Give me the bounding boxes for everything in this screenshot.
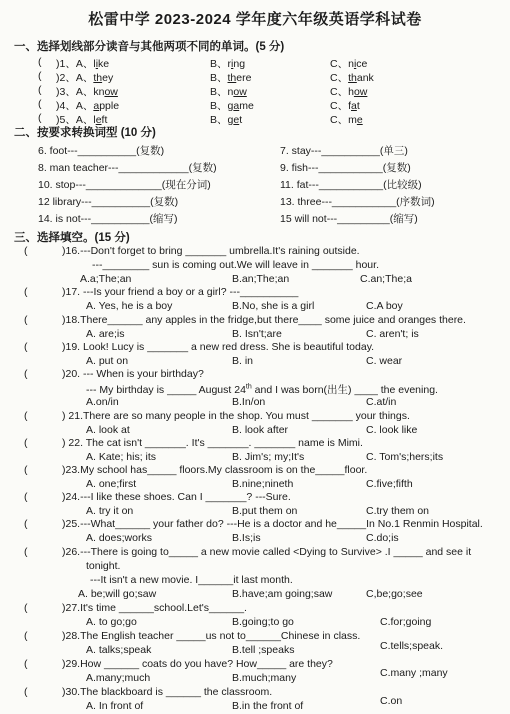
underlined-part: ow	[233, 86, 247, 98]
phonics-option-a	[56, 84, 118, 99]
word-part: pple	[99, 100, 120, 112]
exam-title: 松雷中学 2023-2024 学年度六年级英语学科试卷	[88, 11, 422, 28]
q20-option-a: A.on/in	[86, 396, 119, 408]
q25-text: )25.---What______ your father do? ---He is a doctor and he_____In No.1 Renmin Hospital.	[62, 518, 483, 530]
option-label: C、	[330, 114, 349, 126]
phonics-option-b	[210, 98, 254, 113]
answer-paren: (	[38, 98, 42, 110]
word-form-q13: 13. three---___________(序数词)	[280, 196, 435, 208]
word-part: n	[227, 86, 234, 98]
q19-option-b: B. in	[232, 355, 254, 367]
q22-option-a: A. Kate; his; its	[86, 451, 157, 463]
q30-option-a: A. In front of	[86, 700, 144, 712]
word-part: ere	[236, 72, 252, 84]
question-paren: (	[24, 410, 28, 422]
word-form-q7: 7. stay---__________(单三)	[280, 145, 408, 157]
q26-text: )26.---There is going to_____ a new movie called <Dying to Survive> .I _____ and see it	[62, 546, 472, 558]
phonics-paren	[38, 112, 42, 124]
question-paren: (	[24, 602, 28, 614]
word-part: ce	[356, 58, 368, 70]
q19-option-c: C. wear	[366, 355, 403, 367]
phonics-option-b	[210, 112, 242, 127]
option-label: B、	[210, 58, 228, 70]
q16-option-b: B.an;The;an	[232, 273, 290, 285]
q28-text: )28.The English teacher _____us not to______Chinese in class.	[62, 630, 361, 642]
question-paren: (	[24, 546, 28, 558]
underlined-part: ow	[353, 86, 368, 98]
phonics-paren	[38, 70, 42, 82]
word-part: t	[239, 114, 243, 126]
question-paren: (	[24, 518, 28, 530]
q20-text: )20. --- When is your birthday?	[62, 368, 204, 380]
q27-option-a: A. to go;go	[86, 616, 137, 628]
phonics-number: )3、A、	[56, 86, 94, 98]
word-part: me	[239, 100, 254, 112]
word-part: f	[348, 100, 352, 112]
word-part: h	[348, 86, 354, 98]
answer-paren: (	[38, 56, 42, 68]
question-paren: (	[24, 686, 28, 698]
option-label: C、	[330, 58, 349, 70]
word-part: l	[93, 58, 96, 70]
q16-option-a: A.a;The;an	[80, 273, 132, 285]
phonics-option-b	[210, 70, 251, 85]
q26-text-3: ---It isn't a new movie. I______it last month.	[90, 574, 293, 586]
q16-text: )16.---Don't forget to bring _______ umbrella.It's raining outside.	[62, 245, 360, 257]
q21-text: ) 21.There are so many people in the shop. You must _______ your things.	[62, 410, 410, 422]
q21-option-a: A. look at	[86, 424, 130, 436]
q20-text-2-pre: --- My birthday is _____ August 24	[86, 384, 246, 396]
phonics-option-a	[56, 98, 119, 113]
q24-option-a: A. try it on	[86, 505, 134, 517]
q22-option-b: B. Jim's; my;It's	[232, 451, 305, 463]
option-label: B、	[210, 114, 228, 126]
word-part: ank	[356, 72, 374, 84]
phonics-paren	[38, 84, 42, 96]
q23-option-b: B.nine;nineth	[232, 478, 294, 490]
word-form-q10: 10. stop---_____________(现在分词)	[38, 179, 211, 191]
q30-text: )30.The blackboard is ______ the classroom.	[62, 686, 273, 698]
phonics-option-c	[330, 84, 367, 99]
section1-heading: 一、选择划线部分读音与其他两项不同的单词。(5 分)	[14, 41, 285, 53]
answer-paren: (	[38, 112, 42, 124]
q19-text: )19. Look! Lucy is _______ a new red dress. She is beautiful today.	[62, 341, 375, 353]
underlined-part: i	[353, 58, 357, 70]
q17-text: )17. ---Is your friend a boy or a girl? ---__________	[62, 286, 299, 298]
q26-text-2: tonight.	[86, 560, 121, 572]
option-label: B、	[210, 72, 228, 84]
question-paren: (	[24, 245, 28, 257]
word-form-q9: 9. fish---___________(复数)	[280, 162, 411, 174]
q29-option-a: A.many;much	[86, 672, 151, 684]
phonics-option-b	[210, 84, 247, 99]
phonics-paren	[38, 56, 42, 68]
question-paren: (	[24, 464, 28, 476]
word-form-q11: 11. fat---___________(比较级)	[280, 179, 422, 191]
question-paren: (	[24, 341, 28, 353]
phonics-option-c	[330, 112, 363, 127]
section3-heading: 三、选择填空。(15 分)	[14, 232, 130, 244]
q26-option-c: C,be;go;see	[366, 588, 423, 600]
underlined-part: e	[233, 114, 240, 126]
q30-option-b: B.in the front of	[232, 700, 304, 712]
q25-option-b: B.Is;is	[232, 532, 261, 544]
word-part: g	[227, 100, 234, 112]
underlined-part: a	[233, 100, 240, 112]
phonics-paren	[38, 98, 42, 110]
q22-option-c: C. Tom's;hers;its	[366, 451, 444, 463]
question-paren: (	[24, 368, 28, 380]
q27-option-b: B.going;to go	[232, 616, 294, 628]
word-part: l	[93, 114, 96, 126]
q23-option-a: A. one;first	[86, 478, 137, 490]
question-paren: (	[24, 491, 28, 503]
word-part: t	[356, 100, 360, 112]
q17-option-a: A. Yes, he is a boy	[86, 300, 173, 312]
q20-option-b: B.In/on	[232, 396, 266, 408]
underlined-part: i	[95, 58, 99, 70]
q24-text: )24.---I like these shoes. Can I _______? ---Sure.	[62, 491, 291, 503]
q27-option-c: C.for;going	[380, 616, 432, 628]
word-form-q14: 14. is not---__________(缩写)	[38, 213, 178, 225]
word-part: ft	[101, 114, 108, 126]
word-part: r	[227, 58, 232, 70]
question-paren: (	[24, 286, 28, 298]
underlined-part: th	[348, 72, 357, 84]
q20-text-2	[86, 382, 438, 397]
word-form-q8: 8. man teacher---____________(复数)	[38, 162, 217, 174]
q29-option-b: B.much;many	[232, 672, 297, 684]
option-label: B、	[210, 86, 228, 98]
q24-option-b: B.put them on	[232, 505, 298, 517]
q23-text: )23.My school has_____ floors.My classroom is on the_____floor.	[62, 464, 368, 476]
underlined-part: e	[356, 114, 363, 126]
q27-text: )27.It's time ______school.Let's______.	[62, 602, 247, 614]
q20-text-2-post: and I was born(出生) ____ the evening.	[251, 384, 438, 396]
underlined-part: th	[227, 72, 237, 84]
word-part: n	[348, 58, 354, 70]
option-label: C、	[330, 100, 349, 112]
section2-heading: 二、按要求转换词型 (10 分)	[14, 127, 156, 139]
q30-option-c: C.on	[380, 695, 403, 707]
q16-option-c: C.an;The;a	[360, 273, 412, 285]
underlined-part: a	[351, 100, 357, 112]
phonics-option-b	[210, 56, 245, 71]
q18-option-a: A. are;is	[86, 328, 125, 340]
word-part: m	[348, 114, 357, 126]
q17-option-c: C.A boy	[366, 300, 403, 312]
q20-option-c: C.at/in	[366, 396, 397, 408]
q28-option-b: B.tell ;speaks	[232, 644, 295, 656]
q21-option-b: B. look after	[232, 424, 289, 436]
q23-option-c: C.five;fifth	[366, 478, 413, 490]
q18-option-b: B. Isn't;are	[232, 328, 282, 340]
q18-text: )18.There______ any apples in the fridge,but there____ some juice and oranges there.	[62, 314, 466, 326]
phonics-option-c	[330, 56, 367, 71]
phonics-number: )4、A、	[56, 100, 94, 112]
phonics-option-c	[330, 70, 374, 85]
word-part: ke	[98, 58, 110, 70]
word-form-q15: 15 will not---_________(缩写)	[280, 213, 418, 225]
q17-option-b: B.No, she is a girl	[232, 300, 315, 312]
option-label: B、	[210, 100, 228, 112]
phonics-option-a	[56, 56, 109, 71]
q19-option-a: A. put on	[86, 355, 129, 367]
q18-option-c: C. aren't; is	[366, 328, 419, 340]
question-paren: (	[24, 314, 28, 326]
q28-option-a: A. talks;speak	[86, 644, 152, 656]
answer-paren: (	[38, 70, 42, 82]
phonics-number: )2、A、	[56, 72, 94, 84]
question-paren: (	[24, 630, 28, 642]
underlined-part: e	[95, 114, 102, 126]
phonics-option-c	[330, 98, 360, 113]
underlined-part: i	[231, 58, 234, 70]
phonics-number: )1、A、	[56, 58, 94, 70]
word-part: ey	[102, 72, 114, 84]
question-paren: (	[24, 658, 28, 670]
word-form-q6: 6. foot---__________(复数)	[38, 145, 165, 157]
q28-option-c: C.tells;speak.	[380, 640, 444, 652]
underlined-part: a	[93, 100, 100, 112]
answer-paren: (	[38, 84, 42, 96]
word-part: g	[227, 114, 234, 126]
q24-option-c: C.try them on	[366, 505, 430, 517]
q20-superscript: th	[245, 383, 252, 391]
q29-option-c: C.many ;many	[380, 667, 448, 679]
q26-option-b: B.have;am going;saw	[232, 588, 333, 600]
option-label: C、	[330, 72, 349, 84]
phonics-option-a	[56, 70, 113, 85]
option-label: C、	[330, 86, 349, 98]
q25-option-c: C.do;is	[366, 532, 399, 544]
word-part: kn	[93, 86, 105, 98]
q21-option-c: C. look like	[366, 424, 418, 436]
q26-option-a: A. be;will go;saw	[78, 588, 157, 600]
underlined-part: th	[93, 72, 103, 84]
word-part: ng	[233, 58, 246, 70]
phonics-number: )5、A、	[56, 114, 94, 126]
q29-text: )29.How ______ coats do you have? How_____ are they?	[62, 658, 333, 670]
q25-option-a: A. does;works	[86, 532, 152, 544]
word-form-q12: 12 library---__________(复数)	[38, 196, 179, 208]
q22-text: ) 22. The cat isn't _______. It's _______. _______ name is Mimi.	[62, 437, 363, 449]
underlined-part: ow	[104, 86, 118, 98]
question-paren: (	[24, 437, 28, 449]
q16-text-2: ---________ sun is coming out.We will leave in _______ hour.	[92, 259, 379, 271]
